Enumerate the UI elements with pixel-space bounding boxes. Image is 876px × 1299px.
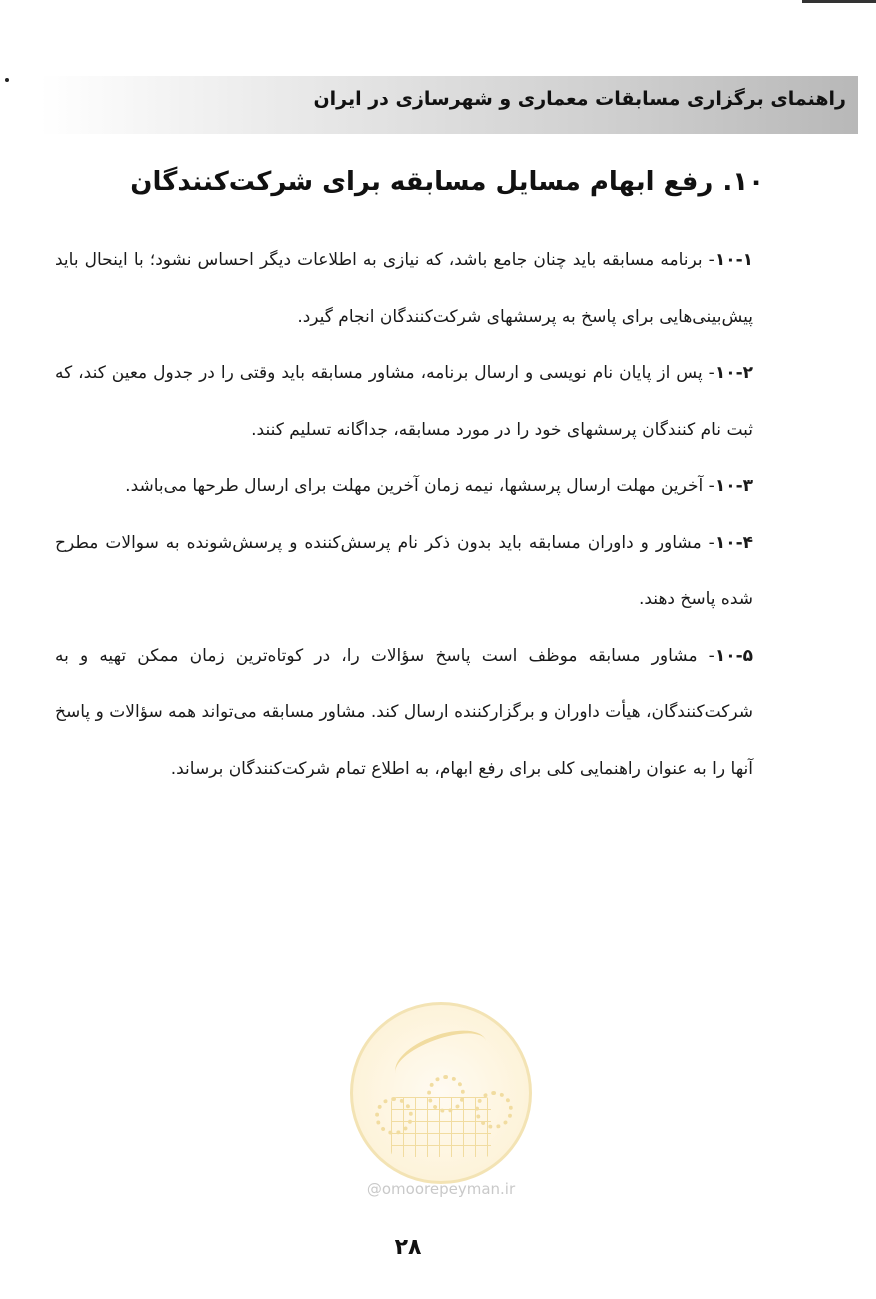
item-text: - مشاور و داوران مسابقه باید بدون ذکر نام پرسش‌کننده و پرسش‌شونده به سوالات مطرح شده پاسخ دهند. [55, 532, 753, 609]
item-number: ۱۰-۵ [714, 645, 753, 666]
list-item [55, 232, 753, 345]
watermark-logo [350, 1002, 532, 1184]
top-rule [802, 0, 876, 3]
item-text: - پس از پایان نام نویسی و ارسال برنامه، مشاور مسابقه باید وقتی را در جدول معین کند، که ثبت نام کنندگان پرسشهای خود را در مورد مسابقه، جداگانه تسلیم کنند. [55, 363, 753, 440]
section-title: ۱۰. رفع ابهام مسایل مسابقه برای شرکت‌کنندگان [130, 167, 764, 197]
item-number: ۱۰-۱ [714, 250, 753, 270]
item-list [55, 232, 753, 797]
scan-dot [5, 78, 9, 82]
item-number: ۱۰-۳ [714, 476, 753, 496]
gear-icon [475, 1091, 513, 1129]
gear-icon [375, 1097, 413, 1135]
item-number: ۱۰-۲ [714, 363, 753, 383]
list-item [55, 515, 753, 628]
watermark-site: @omoorepeyman.ir [366, 1180, 516, 1198]
item-text: - برنامه مسابقه باید چنان جامع باشد، که نیازی به اطلاعات دیگر احساس نشود؛ با اینحال باید پیش‌بینی‌هایی برای پاسخ به پرسشهای شرکت‌کنندگان انجام گیرد. [55, 250, 753, 327]
list-item [55, 345, 753, 458]
item-number: ۱۰-۴ [714, 532, 753, 553]
item-text: - مشاور مسابقه موظف است پاسخ سؤالات را، در کوتاه‌ترین زمان ممکن تهیه و به شرکت‌کنندگان، هیأت داوران و برگزارکننده ارسال کند. مشاور مسابقه می‌تواند همه سؤالات و پاسخ آنها را به عنوان راهنمایی کلی برای رفع ابهام، به اطلاع تمام شرکت‌کنندگان برساند. [55, 645, 753, 779]
page-number: ۲۸ [394, 1235, 422, 1260]
list-item [55, 628, 753, 798]
item-text: - آخرین مهلت ارسال پرسشها، نیمه زمان آخرین مهلت برای ارسال طرحها می‌باشد. [125, 476, 715, 496]
list-item [55, 458, 753, 515]
gear-icon [427, 1075, 465, 1113]
running-header-title: راهنمای برگزاری مسابقات معماری و شهرسازی در ایران [313, 88, 846, 110]
